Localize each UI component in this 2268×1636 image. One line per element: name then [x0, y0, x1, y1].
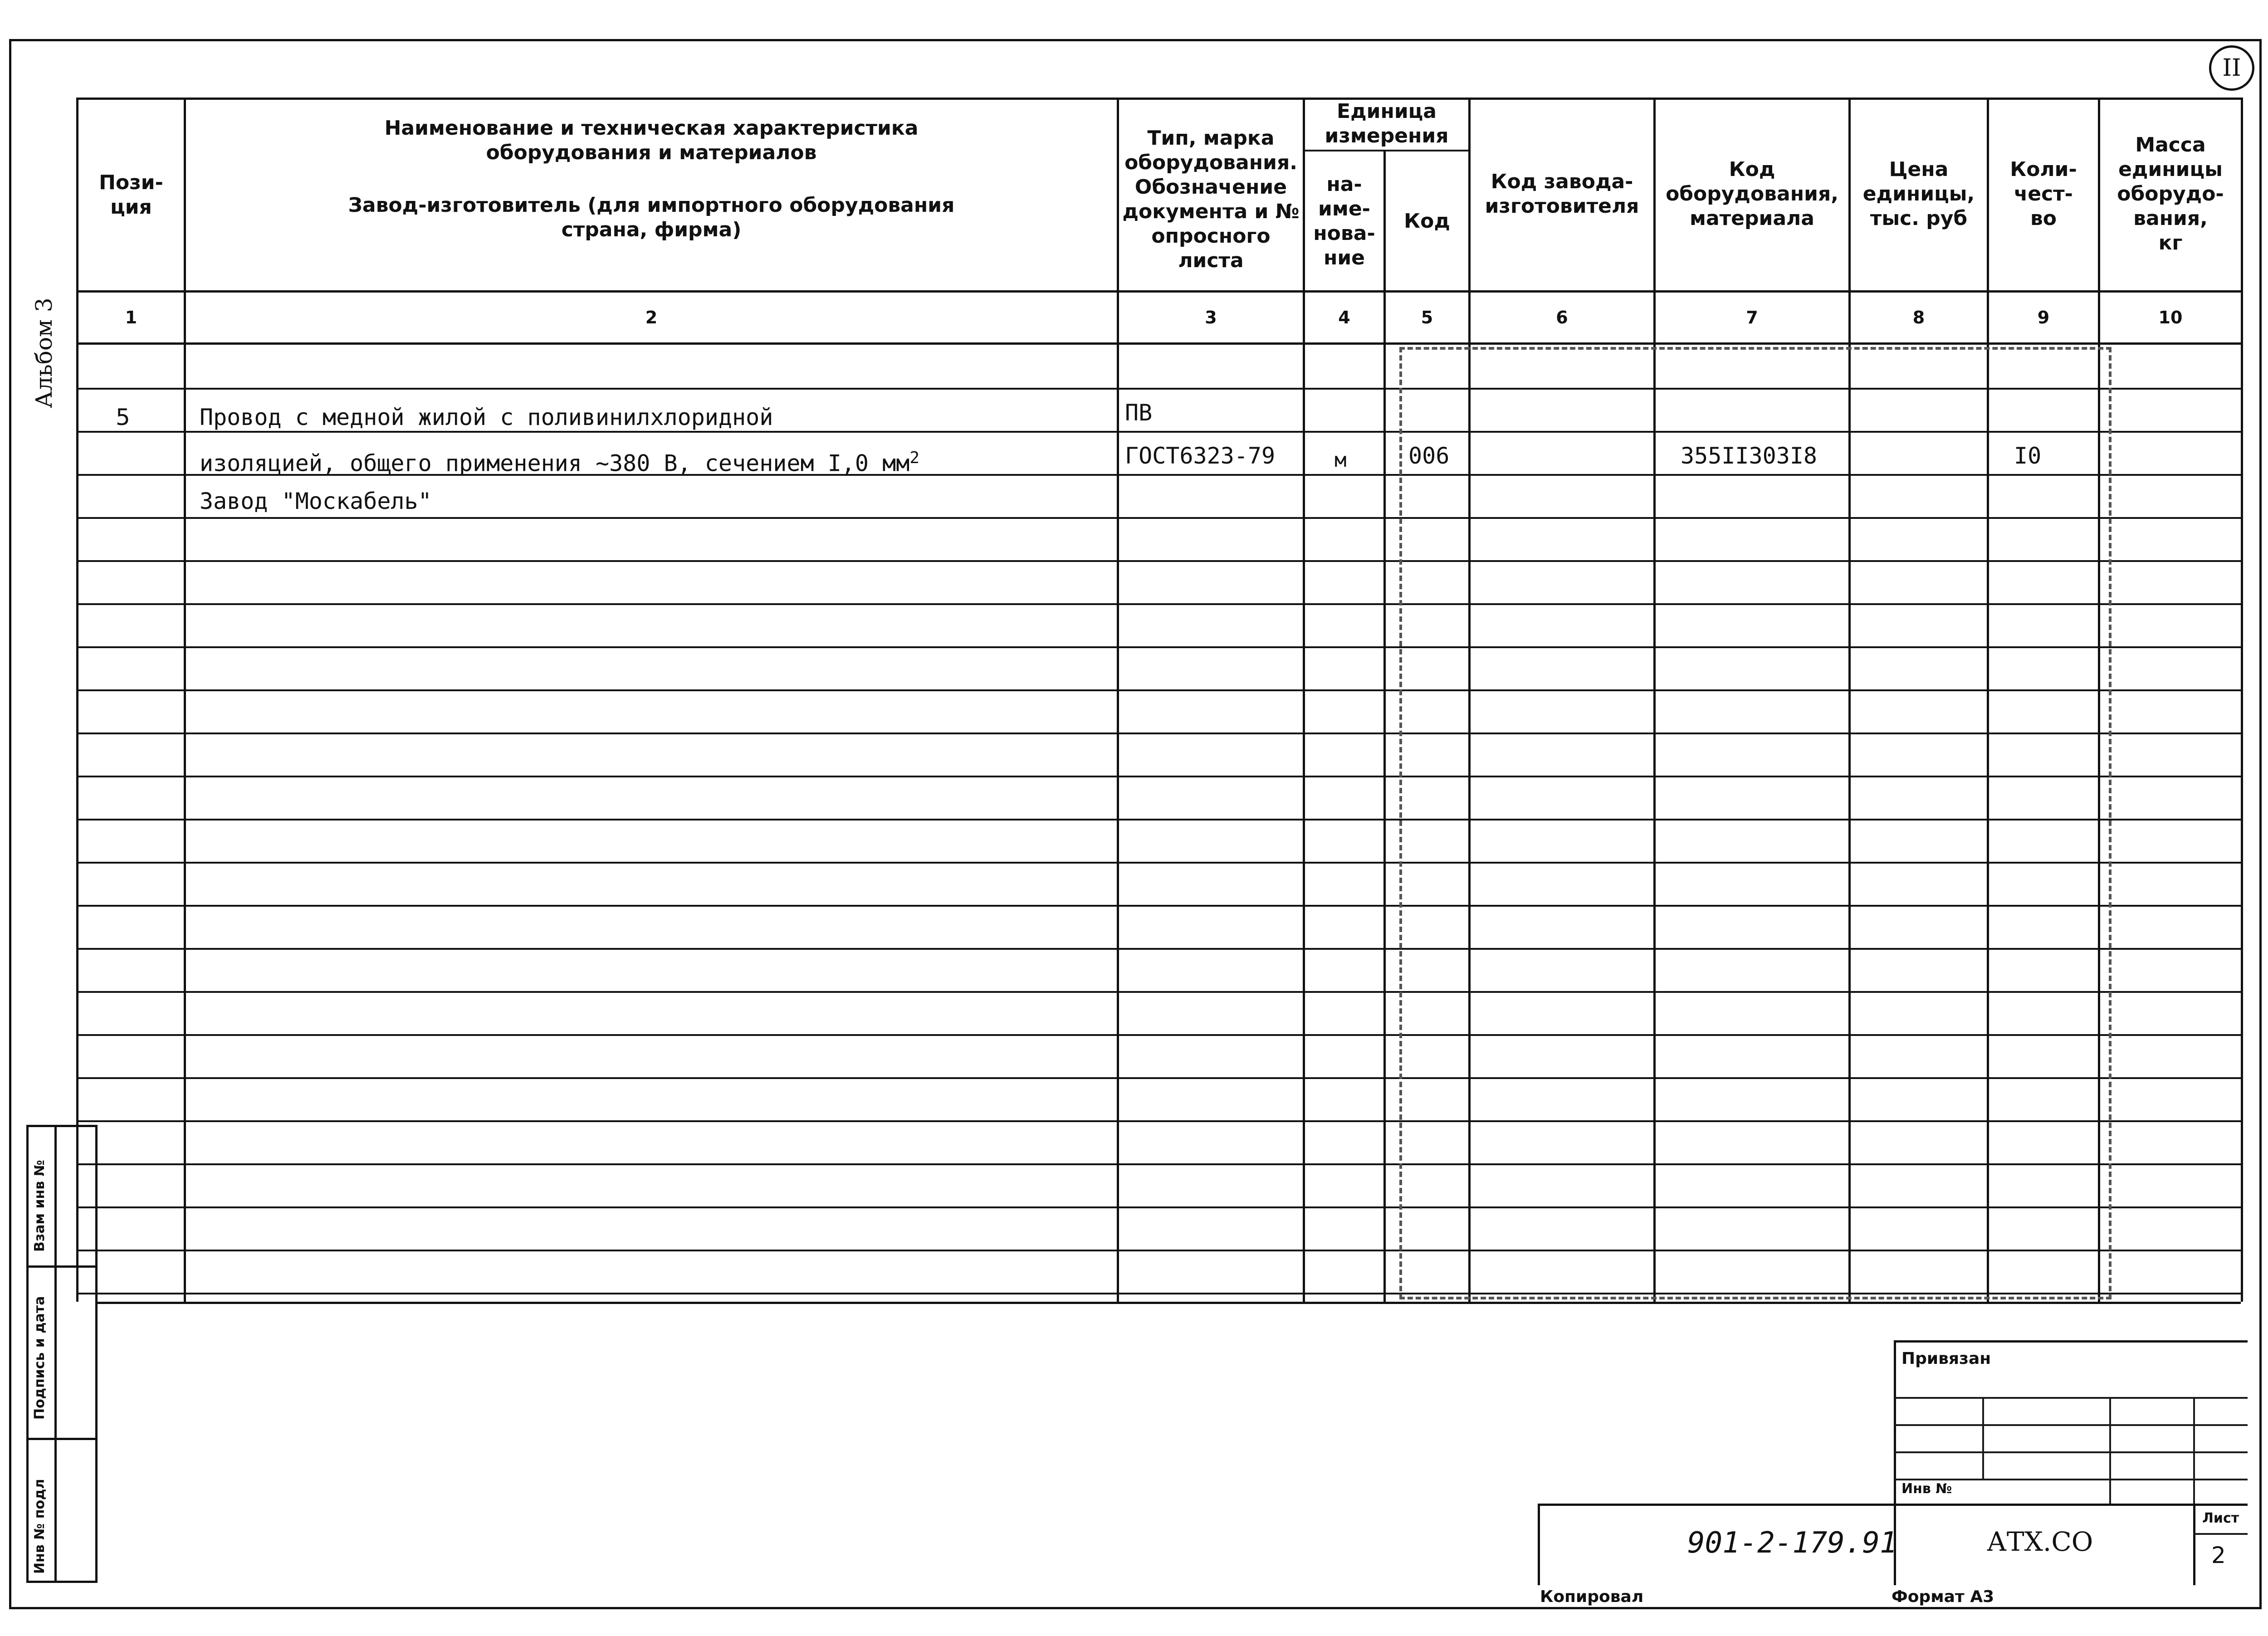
header-unit-group: Единица измерения [1325, 99, 1449, 147]
row2-name-superscript: 2 [909, 449, 920, 467]
title-col-2 [2109, 1397, 2111, 1506]
side-stamp-right [95, 1125, 98, 1583]
list-label: Лист [2202, 1510, 2239, 1526]
side-stamp-div2 [26, 1438, 98, 1440]
header-equipment-code: Код оборудования, материала [1666, 157, 1838, 230]
dashed-marking-box [1399, 347, 2112, 1299]
row2-code: 006 [1408, 443, 1450, 469]
row1-type: ПВ [1125, 400, 1153, 426]
colnum-10: 10 [2158, 308, 2183, 327]
colnum-2: 2 [645, 308, 658, 327]
row2-equipment-code: 355II303I8 [1681, 443, 1818, 469]
list-left [2193, 1504, 2195, 1585]
colnum-1: 1 [125, 308, 137, 327]
colnum-7: 7 [1746, 308, 1758, 327]
header-unit-name: на- име- нова- ние [1313, 172, 1375, 269]
colnum-4: 4 [1338, 308, 1350, 327]
doc-mark: АТХ.СО [1987, 1526, 2093, 1557]
side-stamp-vzam: Взам инв № [32, 1160, 48, 1252]
side-stamp-left [26, 1125, 29, 1583]
format-label: Формат А3 [1892, 1587, 1994, 1606]
header-name: Наименование и техническая характеристика оборудования и материалов [384, 117, 919, 164]
row1-name: Провод с медной жилой с поливинилхлоридной [200, 404, 773, 430]
header-price: Цена единицы, тыс. руб [1862, 157, 1975, 230]
side-stamp-inv: Инв № подл [32, 1479, 48, 1574]
header-mass: Масса единицы оборудо- вания, кг [2117, 133, 2224, 254]
row2-name-text: изоляцией, общего применения ∼380 В, сечением I,0 мм [200, 450, 910, 477]
header-unit-code: Код [1404, 209, 1450, 233]
doc-code: 901-2-179.91 [1687, 1526, 1897, 1560]
colnum-bottom-border [76, 342, 2241, 345]
colnum-3: 3 [1205, 308, 1217, 327]
row2-unit: м [1334, 449, 1347, 472]
side-stamp-mid [54, 1125, 57, 1583]
title-top-border [1894, 1340, 2248, 1343]
doc-code-left [1538, 1504, 1540, 1585]
kopiroval-label: Копировал [1540, 1587, 1644, 1606]
row2-type: ГОСТ6323-79 [1125, 443, 1276, 469]
header-manufacturer: Завод-изготовитель (для импортного оборудования страна, фирма) [348, 194, 955, 241]
list-number: 2 [2211, 1542, 2226, 1568]
header-quantity: Коли- чест- во [2010, 157, 2077, 230]
privyazan-label: Привязан [1901, 1349, 1991, 1368]
album-label: Альбом 3 [31, 298, 57, 408]
side-stamp-div1 [26, 1265, 98, 1268]
side-stamp-top [26, 1125, 98, 1127]
row3-name: Завод "Москабель" [200, 488, 432, 514]
doc-code-top [1538, 1504, 2248, 1506]
row2-quantity: I0 [2014, 443, 2042, 469]
table-bottom-border [95, 1302, 2241, 1304]
header-factory-code: Код завода- изготовителя [1485, 170, 1639, 218]
list-divider [2193, 1533, 2248, 1535]
colnum-8: 8 [1912, 308, 1925, 327]
row2-name [200, 444, 919, 477]
sheet-number-circle: II [2209, 45, 2254, 91]
inv-no-label: Инв № [1901, 1481, 1952, 1497]
row1-position: 5 [116, 404, 130, 430]
side-stamp-podpis: Подпись и дата [32, 1296, 48, 1420]
title-col-3 [2193, 1397, 2195, 1506]
colnum-5: 5 [1421, 308, 1433, 327]
colnum-9: 9 [2037, 308, 2050, 327]
col-line-10 [2241, 98, 2243, 1302]
title-col-1 [1982, 1397, 1984, 1479]
colnum-6: 6 [1556, 308, 1568, 327]
header-position: Пози- ция [99, 171, 163, 219]
header-type: Тип, марка оборудования. Обозначение документа и № опросного листа [1122, 127, 1300, 272]
side-stamp-bottom [26, 1581, 98, 1583]
